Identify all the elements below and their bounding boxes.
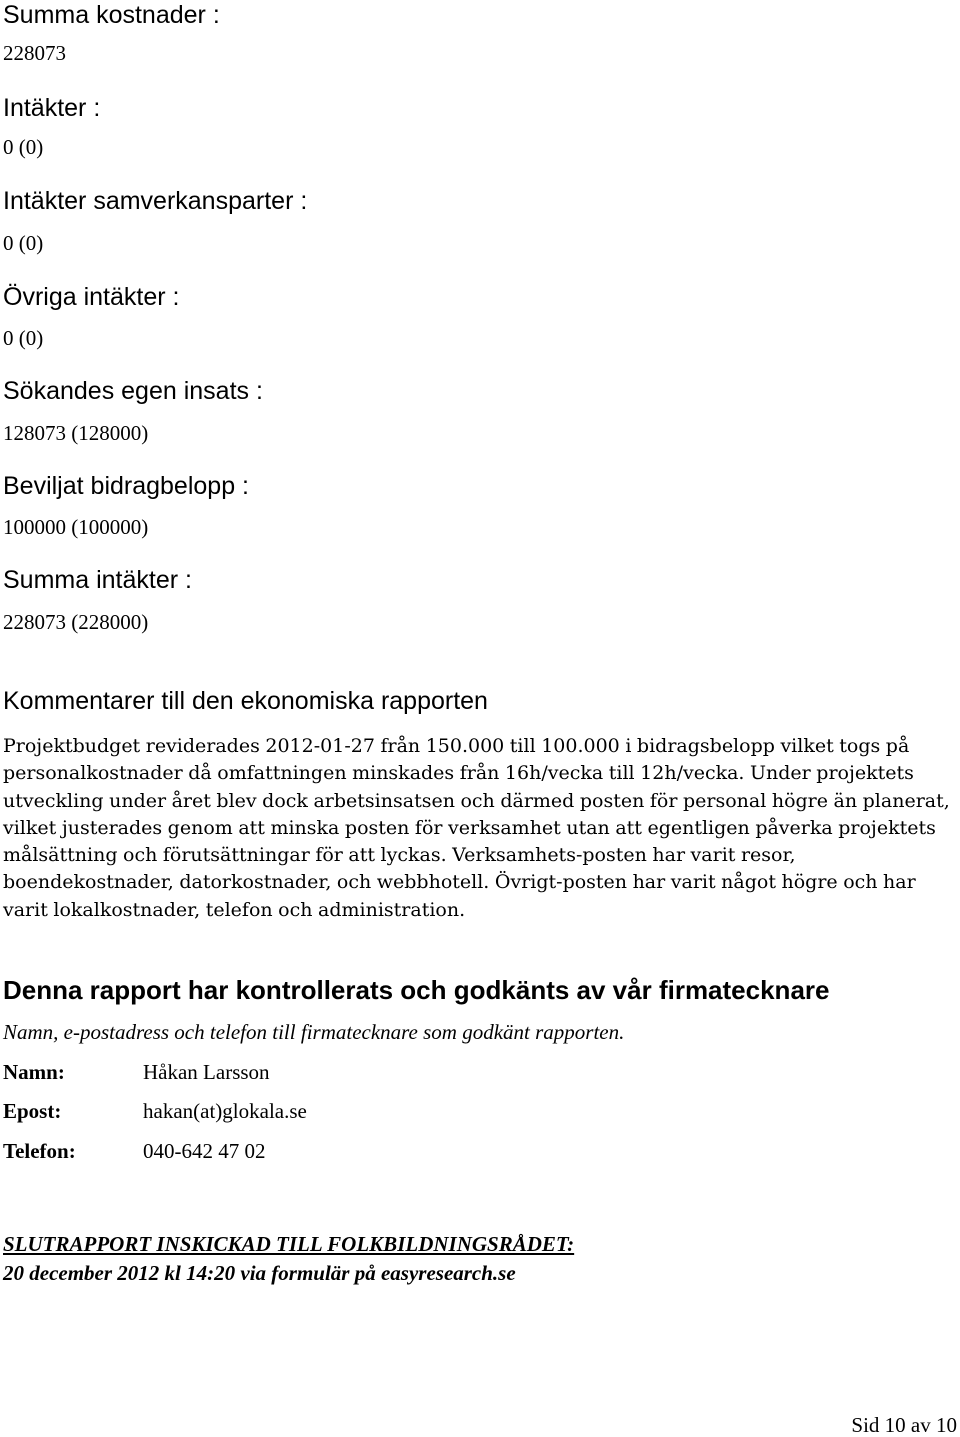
partner-income-value: 0 (0) [3, 231, 44, 255]
approval-subheading: Namn, e-postadress och telefon till firmatecknare som godkänt rapporten. [3, 1020, 625, 1044]
total-costs-value: 228073 [3, 41, 66, 65]
income-label: Intäkter : [3, 94, 101, 122]
total-income-value: 228073 (228000) [3, 610, 149, 634]
partner-income-label: Intäkter samverkansparter : [3, 187, 308, 215]
total-income-label: Summa intäkter : [3, 566, 192, 594]
phone-label: Telefon: [3, 1139, 76, 1163]
total-costs-label: Summa kostnader : [3, 1, 220, 29]
approval-heading: Denna rapport har kontrollerats och godkänts av vår firmatecknare [3, 975, 830, 1005]
comments-text: Projektbudget reviderades 2012-01-27 från 150.000 till 100.000 i bidragsbelopp vilket togs på personalkostnader då omfattningen minskades från 16h/vecka till 12h/vecka. Under projektets utveckling under året blev dock arbetsinsatsen och därmed posten för personal högre än planerat, vilket justerades genom att minska posten för verksamhet utan att egentligen påverka projektets målsättning och förutsättningar för att lyckas. Verksamhets-posten har varit resor, boendekostnader, datorkostnader, och webbhotell. Övrigt-posten har varit något högre och har varit lokalkostnader, telefon och administration. [3, 735, 950, 921]
other-income-value: 0 (0) [3, 326, 44, 350]
own-contribution-value: 128073 (128000) [3, 421, 149, 445]
email-label: Epost: [3, 1099, 62, 1123]
phone-value: 040-642 47 02 [143, 1139, 266, 1163]
name-value: Håkan Larsson [143, 1060, 270, 1084]
granted-amount-value: 100000 (100000) [3, 515, 149, 539]
own-contribution-label: Sökandes egen insats : [3, 377, 263, 405]
comments-heading: Kommentarer till den ekonomiska rapporten [3, 687, 488, 715]
income-value: 0 (0) [3, 135, 44, 159]
granted-amount-label: Beviljat bidragbelopp : [3, 472, 249, 500]
other-income-label: Övriga intäkter : [3, 283, 180, 311]
submission-heading: SLUTRAPPORT INSKICKAD TILL FOLKBILDNINGSRÅDET: [3, 1232, 575, 1256]
email-value: hakan(at)glokala.se [143, 1099, 307, 1123]
name-label: Namn: [3, 1060, 65, 1084]
page-number: Sid 10 av 10 [851, 1413, 957, 1437]
submission-details: 20 december 2012 kl 14:20 via formulär på easyresearch.se [3, 1261, 516, 1285]
